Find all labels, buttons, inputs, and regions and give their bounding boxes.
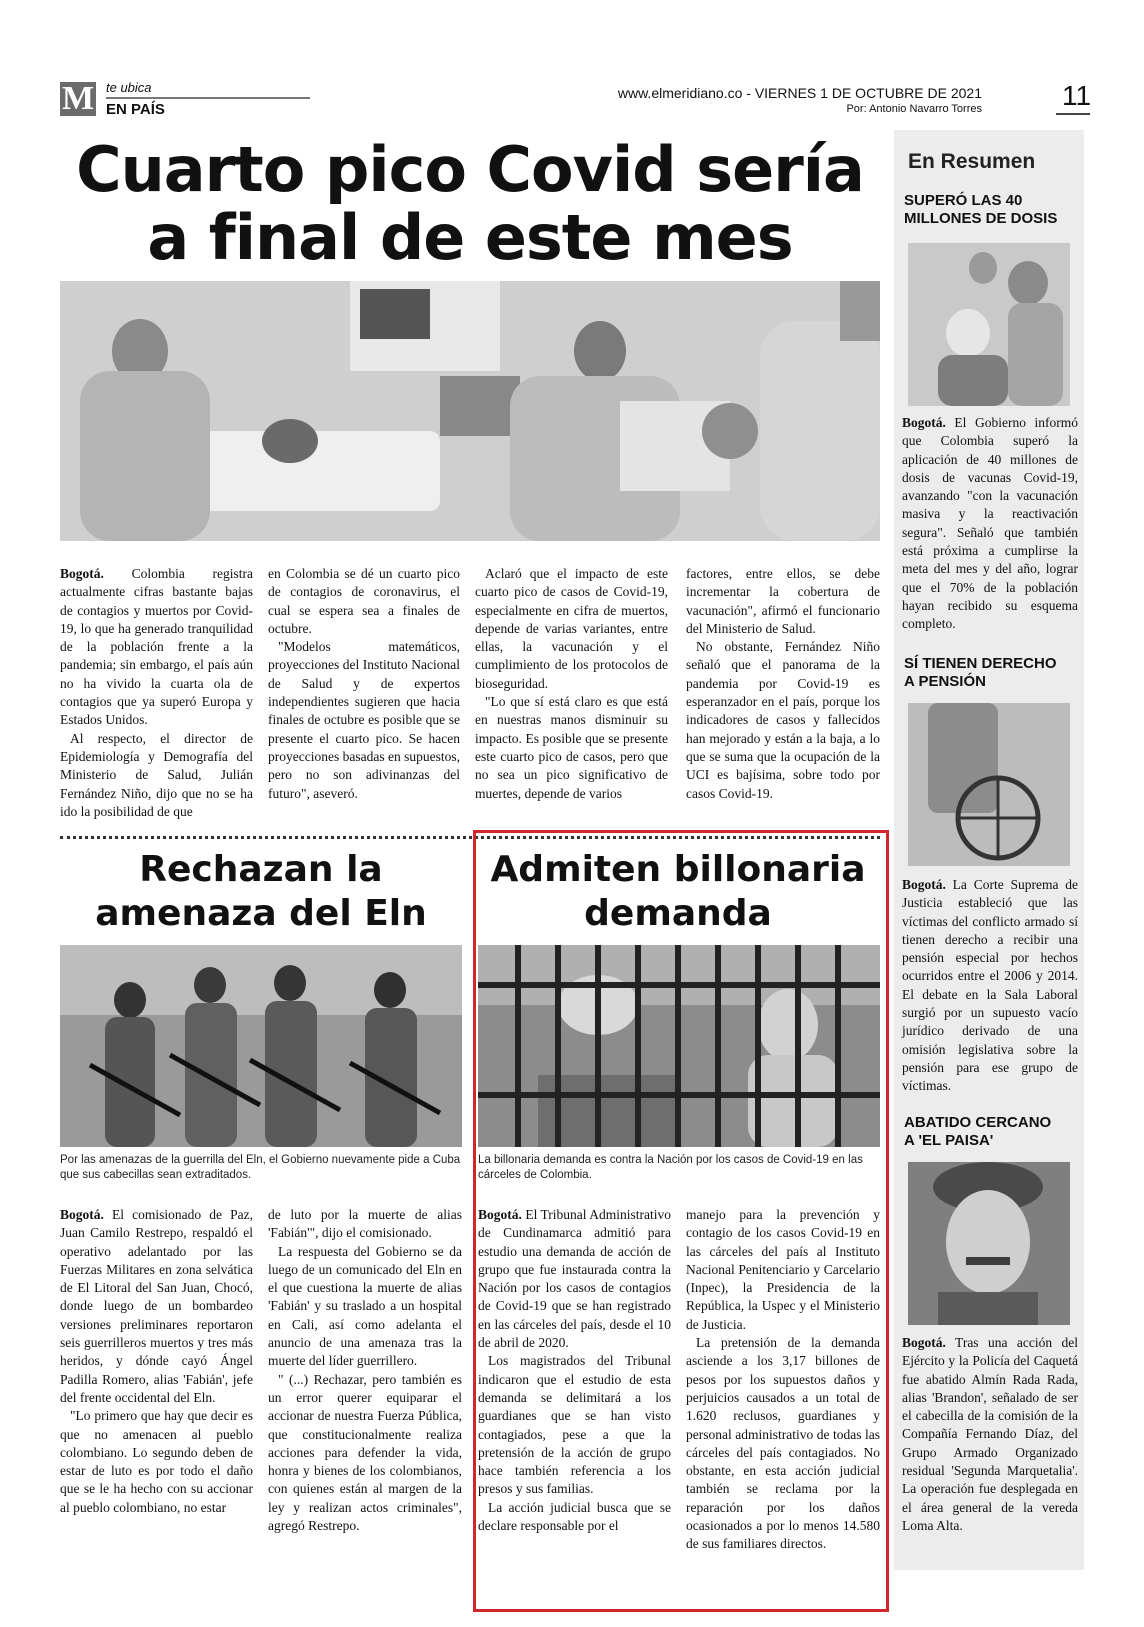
demanda-headline: Admiten billonaria demanda	[490, 849, 866, 934]
eln-col1-p2: "Lo primero que hay que decir es que no amenacen al pueblo colombiano. Lo segundo deben de estar de luto es por todo el daño que se le ha hecho con su accionar al pueblo colombiano, no estar	[60, 1408, 253, 1515]
sidebar-item-3-text	[902, 1334, 1078, 1535]
dateline-lead: Bogotá.	[60, 566, 104, 581]
eln-column-2	[268, 1206, 462, 1535]
page-number-underline	[1056, 113, 1090, 115]
sidebar-item-3-headline: ABATIDO CERCANO A 'EL PAISA'	[904, 1114, 1052, 1149]
demanda-col2-p2: La pretensión de la demanda asciende a los 3,17 billones de pesos por los supuestos daños y perjuicios causados a un total de 1.620 reclusos, guardianes y personal administrativo de todas las cárceles del país contagiados. No obstante, en esta acción judicial también se reclama por la reparación por los daños ocasionados a por lo menos 14.580 de sus familiares directos.	[686, 1335, 880, 1552]
man-portrait-photo-art	[908, 1162, 1070, 1325]
eln-col2-p2: La respuesta del Gobierno se da luego de un comunicado del Eln en el que cuestiona la muerte de alias 'Fabián' y su traslado a un hospital en Cali, así como adelanta el anuncio de una amenaza tras la muerte del líder guerrillero.	[268, 1243, 462, 1369]
main-col4-p2: No obstante, Fernández Niño señaló que el panorama de la pandemia por Covid-19 es esperanzador en el país, porque los indicadores de casos y fallecidos han mejorado y están a la baja, a lo que se suma que la ocupación de la UCI es bajísima, sobre todo por casos Covid-19.	[686, 639, 880, 801]
sidebar-item-2-text	[902, 876, 1078, 1096]
vaccination-photo-art	[908, 243, 1070, 406]
dateline-lead: Bogotá.	[60, 1207, 104, 1222]
main-col1-p2: Al respecto, el director de Epidemiología y Demografía del Ministerio de Salud, Julián Fernández Niño, dijo que no se ha ido la posibilidad de que	[60, 730, 253, 819]
eln-col1-p1	[60, 1206, 253, 1407]
main-story-column-4	[686, 565, 880, 803]
sidebar-title: En Resumen	[908, 150, 1036, 173]
paragraph-text: La Corte Suprema de Justicia estableció que las víctimas del conflicto armado sí tienen derecho a recibir una pensión especial por hechos ocurridos entre el 2006 y 2014. El debate en la Sala Laboral surgió por un supuesto vacío jurídico derivado de una omisión legislativa sobre la pensión para ese grupo de víctimas.	[902, 877, 1079, 1094]
hospital-icu-photo-art	[60, 281, 880, 541]
demanda-col1-p2: Los magistrados del Tribunal indicaron que el estudio de esta demanda se delimitará a los guardianes que se han visto contagiados, pese a que la pretensión de la acción de grupo hace también referencia a los presos y sus familias.	[478, 1353, 671, 1497]
page-number: 11	[1062, 80, 1092, 111]
vaccination-photo	[908, 243, 1070, 406]
sidebar-item-1-text	[902, 414, 1078, 634]
eln-headline: Rechazan la amenaza del Eln	[95, 849, 427, 934]
paragraph-text: Tras una acción del Ejército y la Policía del Caquetá fue abatido Almín Rada Rada, alias 'Brandon', señalado de ser el cabecilla de la comisión de la Compañía Fernando Díaz, del Grupo Armado Organizado residual 'Segunda Marquetalia'. La operación fue desplegada en el área general de la vereda Loma Alta.	[902, 1335, 1078, 1533]
hospital-icu-photo	[60, 281, 880, 541]
eln-col2-p3: " (...) Rechazar, pero también es un error querer equiparar el accionar de nuestra Fuerza Pública, que constitucionalmente realiza acciones para defender la vida, honra y bienes de los colombianos, con quienes están al margen de la ley y realizan actos criminales", agregó Restrepo.	[268, 1371, 462, 1534]
wheelchair-photo-art	[908, 703, 1070, 866]
demanda-col1-p3: La acción judicial busca que se declare responsable por el	[478, 1499, 671, 1534]
section-name: EN PAÍS	[106, 101, 165, 118]
sidebar-item-2-headline: SÍ TIENEN DERECHO A PENSIÓN	[904, 655, 1057, 690]
dateline-lead: Bogotá.	[902, 1335, 946, 1350]
guerrilla-soldiers-photo	[60, 945, 462, 1147]
byline: Por: Antonio Navarro Torres	[846, 103, 982, 115]
demanda-photo-caption: La billonaria demanda es contra la Nación por los casos de Covid-19 en las cárceles de Colombia.	[478, 1154, 863, 1181]
paragraph-text: El Gobierno informó que Colombia superó la aplicación de 40 millones de dosis de vacunas Covid-19, avanzando "con la vacunación masiva y la reactivación segura". Señaló que también está próxima a cumplirse la meta del mes y del año, lograr que el 70% de la población hayan recibido su esquema completo.	[902, 415, 1078, 632]
newspaper-logo: M	[61, 80, 95, 117]
highlight-frame	[473, 830, 889, 1612]
section-kicker: te ubica	[106, 80, 152, 95]
main-story-column-3	[475, 565, 668, 803]
main-col4-p1: factores, entre ellos, se debe incrementar la cobertura de vacunación", afirmó el funcionario del Ministerio de Salud.	[686, 566, 880, 636]
main-col2-p1: en Colombia se dé un cuarto pico de contagios de coronavirus, el cual se espera sea a finales de octubre.	[268, 566, 460, 636]
main-story-column-2	[268, 565, 460, 803]
dateline-lead: Bogotá.	[902, 415, 946, 430]
main-story-column-1	[60, 565, 253, 821]
main-col3-p1: Aclaró que el impacto de este cuarto pico de casos de Covid-19, especialmente en cifra de muertos, depende de varias variantes, entre ellas, la vacunación y el cumplimiento de los protocolos de bioseguridad.	[475, 566, 668, 691]
section-divider	[106, 97, 310, 99]
guerrilla-soldiers-photo-art	[60, 945, 462, 1147]
main-col2-p2: "Modelos matemáticos, proyecciones del Instituto Nacional de Salud y de expertos independientes sugieren que hacia finales de octubre es posible que se presente el cuarto pico. Se hacen proyecciones basadas en supuestos, pero no son adivinanzas del futuro", aseveró.	[268, 639, 460, 801]
main-col1-p1	[60, 565, 253, 730]
wheelchair-photo	[908, 703, 1070, 866]
paragraph-text: Colombia registra actualmente cifras bastante bajas de contagios y muertos por Covid-19, lo que ha generado tranquilidad de la población frente a la pandemia; sin embargo, el país aún no ha vivido la cuarta ola de contagios que ya superó Europa y Estados Unidos.	[60, 566, 254, 728]
paragraph-text: El comisionado de Paz, Juan Camilo Restrepo, respaldó el operativo adelantado por las Fuerzas Militares en zona selvática de El Litoral del San Juan, Chocó, donde luego de un bombardeo versiones preliminares reportaron seis guerrilleros muertos y tres más heridos, y dónde cayó Ángel Padilla Romero, alias 'Fabián', jefe del frente occidental del Eln.	[60, 1207, 253, 1405]
eln-column-1	[60, 1206, 253, 1517]
dateline-lead: Bogotá.	[478, 1207, 522, 1222]
man-portrait-photo	[908, 1162, 1070, 1325]
paragraph-text: El Tribunal Administrativo de Cundinamarca admitió para estudio una demanda de acción de grupo que fue instaurada contra la Nación por los casos de contagios de Covid-19 que se han registrado en las cárceles del país, desde el 10 de abril de 2020.	[478, 1207, 671, 1351]
eln-photo-caption: Por las amenazas de la guerrilla del Eln, el Gobierno nuevamente pide a Cuba que sus cabecillas sean extraditados.	[60, 1154, 461, 1181]
sidebar-item-1-headline: SUPERÓ LAS 40 MILLONES DE DOSIS	[904, 192, 1058, 227]
eln-col2-p1: de luto por la muerte de alias 'Fabián'", dijo el comisionado.	[268, 1207, 462, 1241]
main-col3-p2: "Lo que sí está claro es que está en nuestras manos disminuir su impacto. Es posible que se presente este cuarto pico de casos, pero que no sea un pico significativo de muertes, depende de varios	[475, 694, 668, 801]
dateline: www.elmeridiano.co - VIERNES 1 DE OCTUBRE DE 2021	[617, 85, 982, 101]
dateline-lead: Bogotá.	[902, 877, 946, 892]
main-headline: Cuarto pico Covid sería a final de este mes	[76, 133, 864, 274]
demanda-col2-p1: manejo para la prevención y contagio de los casos Covid-19 en las cárceles del país al Instituto Nacional Penitenciario y Carcelario (Inpec), la Presidencia de la República, la Uspec y el Ministerio de Justicia.	[686, 1207, 880, 1332]
